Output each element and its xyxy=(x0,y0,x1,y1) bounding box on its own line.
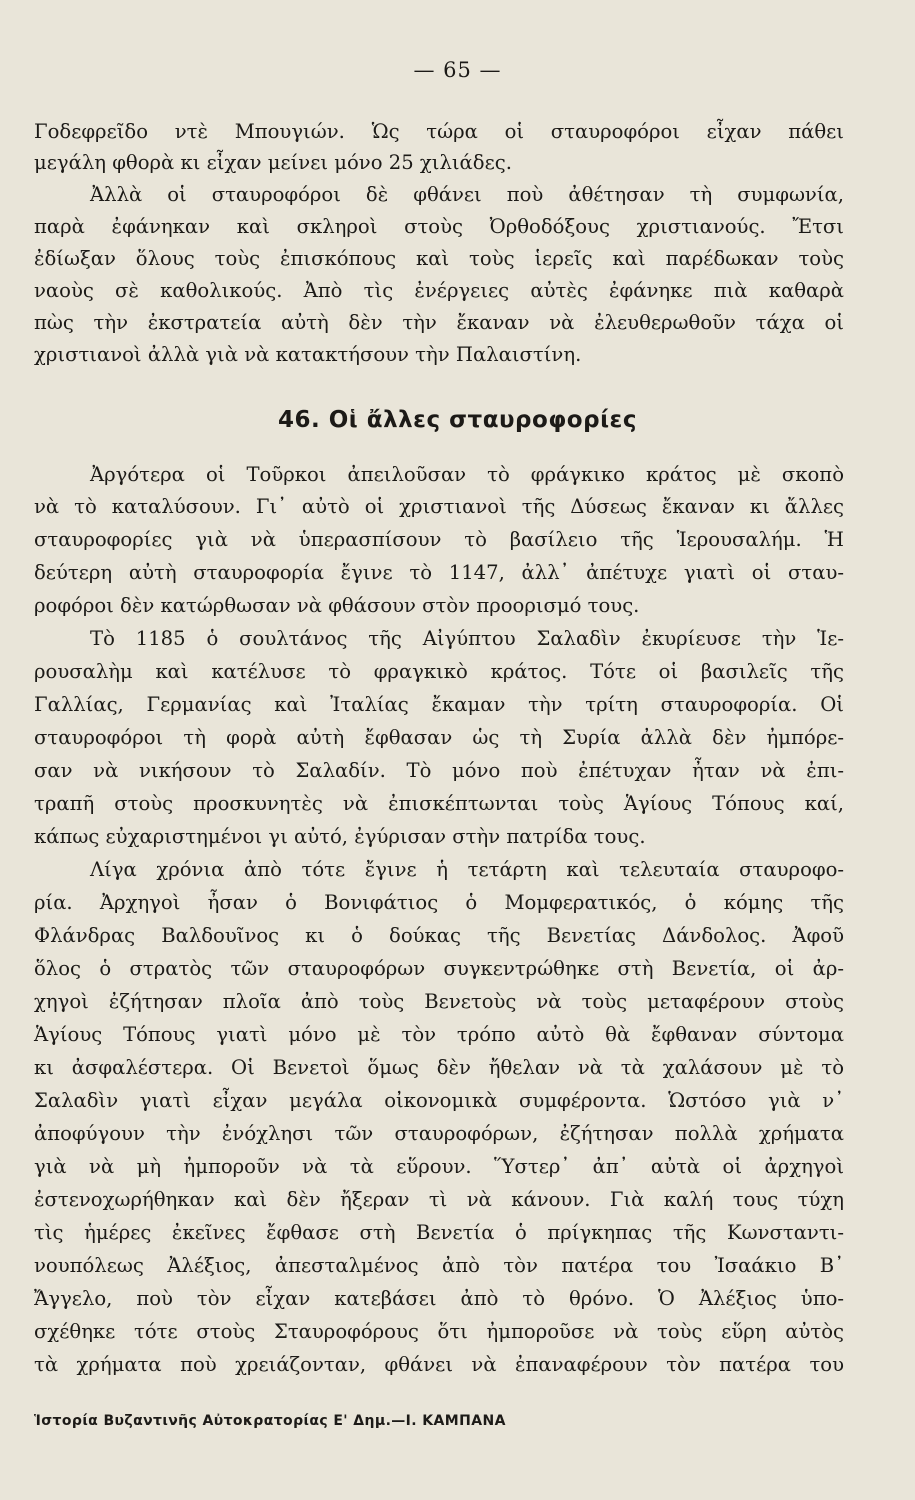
text-line: Ἀργότερα οἱ Τοῦρκοι ἀπειλοῦσαν τὸ φράγκικο κράτος μὲ σκοπὸ xyxy=(90,463,844,486)
text-line: τὶς ἡμέρες ἐκεῖνες ἔφθασε στὴ Βενετία ὁ πρίγκηπας τῆς Κωνσταντι- xyxy=(34,1221,844,1244)
text-line: σαν νὰ νικήσουν τὸ Σαλαδίν. Τὸ μόνο ποὺ ἐπέτυχαν ἦταν νὰ ἐπι- xyxy=(34,759,844,782)
text-line: νουπόλεως Ἀλέξιος, ἀπεσταλμένος ἀπὸ τὸν πατέρα του Ἰσαάκιο Β᾽ xyxy=(34,1254,844,1277)
text-line: κάπως εὐχαριστημένοι γι αὐτό, ἐγύρισαν στὴν πατρίδα τους. xyxy=(34,825,646,848)
text-line: τραπῆ στοὺς προσκυνητὲς νὰ ἐπισκέπτωνται τοὺς Ἁγίους Τόπους καί, xyxy=(34,792,844,815)
text-line: ρία. Ἀρχηγοὶ ἦσαν ὁ Βονιφάτιος ὁ Μομφερατικός, ὁ κόμης τῆς xyxy=(34,891,844,914)
text-line: ἀποφύγουν τὴν ἐνόχλησι τῶν σταυροφόρων, ἐζήτησαν πολλὰ χρήματα xyxy=(34,1122,844,1145)
text-line: μεγάλη φθορὰ κι εἶχαν μείνει μόνο 25 χιλιάδες. xyxy=(34,151,512,174)
text-line: τὰ χρήματα ποὺ χρειάζονταν, φθάνει νὰ ἐπαναφέρουν τὸν πατέρα του xyxy=(34,1353,844,1376)
text-line: Γαλλίας, Γερμανίας καὶ Ἰταλίας ἔκαμαν τὴν τρίτη σταυροφορία. Οἱ xyxy=(34,693,844,716)
text-line: κι ἀσφαλέστερα. Οἱ Βενετοὶ ὅμως δὲν ἤθελαν νὰ τὰ χαλάσουν μὲ τὸ xyxy=(34,1056,844,1079)
text-line: γιὰ νὰ μὴ ἠμποροῦν νὰ τὰ εὕρουν. Ὕστερ᾽ ἀπ᾽ αὐτὰ οἱ ἀρχηγοὶ xyxy=(34,1155,844,1178)
text-line: Σαλαδὶν γιατὶ εἶχαν μεγάλα οἰκονομικὰ συμφέροντα. Ὡστόσο γιὰ ν᾽ xyxy=(34,1089,844,1112)
text-line: ὅλος ὁ στρατὸς τῶν σταυροφόρων συγκεντρώθηκε στὴ Βενετία, οἱ ἀρ- xyxy=(34,957,844,980)
text-line: ναοὺς σὲ καθολικούς. Ἀπὸ τὶς ἐνέργειες αὐτὲς ἐφάνηκε πιὰ καθαρὰ xyxy=(34,279,844,302)
page-number: — 65 — xyxy=(413,58,502,82)
text-line: νὰ τὸ καταλύσουν. Γι᾽ αὐτὸ οἱ χριστιανοὶ τῆς Δύσεως ἔκαναν κι ἄλλες xyxy=(34,495,844,518)
text-line: Φλάνδρας Βαλδουῖνος κι ὁ δούκας τῆς Βενετίας Δάνδολος. Ἀφοῦ xyxy=(34,924,844,947)
text-line: σχέθηκε τότε στοὺς Σταυροφόρους ὅτι ἠμποροῦσε νὰ τοὺς εὕρη αὐτὸς xyxy=(34,1320,844,1343)
text-line: σταυροφορίες γιὰ νὰ ὑπερασπίσουν τὸ βασίλειο τῆς Ἱερουσαλήμ. Ἡ xyxy=(34,528,844,551)
text-line: Τὸ 1185 ὁ σουλτάνος τῆς Αἰγύπτου Σαλαδὶν ἐκυρίευσε τὴν Ἱε- xyxy=(90,627,844,650)
text-line: πὼς τὴν ἐκστρατεία αὐτὴ δὲν τὴν ἔκαναν νὰ ἐλευθερωθοῦν τάχα οἱ xyxy=(34,311,844,334)
text-line: χριστιανοὶ ἀλλὰ γιὰ νὰ κατακτήσουν τὴν Παλαιστίνη. xyxy=(34,343,582,366)
text-line: παρὰ ἐφάνηκαν καὶ σκληροὶ στοὺς Ὀρθοδόξους χριστιανούς. Ἔτσι xyxy=(34,215,844,238)
text-line: ἐστενοχωρήθηκαν καὶ δὲν ἤξεραν τὶ νὰ κάνουν. Γιὰ καλή τους τύχη xyxy=(34,1188,844,1211)
text-line: Ἁγίους Τόπους γιατὶ μόνο μὲ τὸν τρόπο αὐτὸ θὰ ἔφθαναν σύντομα xyxy=(34,1023,844,1046)
text-line: σταυροφόροι τὴ φορὰ αὐτὴ ἔφθασαν ὡς τὴ Συρία ἀλλὰ δὲν ἠμπόρε- xyxy=(34,726,844,749)
text-line: Γοδεφρεῖδο ντὲ Μπουγιών. Ὡς τώρα οἱ σταυροφόροι εἶχαν πάθει xyxy=(34,120,844,143)
text-line: ροφόροι δὲν κατώρθωσαν νὰ φθάσουν στὸν προορισμό τους. xyxy=(34,594,640,617)
section-heading: 46. Οἱ ἄλλες σταυροφορίες xyxy=(278,407,637,433)
text-line: Ἄγγελο, ποὺ τὸν εἶχαν κατεβάσει ἀπὸ τὸ θρόνο. Ὁ Ἀλέξιος ὑπο- xyxy=(34,1287,844,1310)
text-line: ρουσαλὴμ καὶ κατέλυσε τὸ φραγκικὸ κράτος. Τότε οἱ βασιλεῖς τῆς xyxy=(34,660,844,683)
text-line: Λίγα χρόνια ἀπὸ τότε ἔγινε ἡ τετάρτη καὶ τελευταία σταυροφο- xyxy=(90,858,844,881)
footer-signature: Ἱστορία Βυζαντινῆς Αὐτοκρατορίας Ε' Δημ.—Ι. ΚΑΜΠΑΝΑ xyxy=(34,1413,506,1429)
text-line: ἐδίωξαν ὅλους τοὺς ἐπισκόπους καὶ τοὺς ἱερεῖς καὶ παρέδωκαν τοὺς xyxy=(34,247,844,270)
text-line: Ἀλλὰ οἱ σταυροφόροι δὲ φθάνει ποὺ ἀθέτησαν τὴ συμφωνία, xyxy=(90,183,844,206)
text-line: χηγοὶ ἐζήτησαν πλοῖα ἀπὸ τοὺς Βενετοὺς νὰ τοὺς μεταφέρουν στοὺς xyxy=(34,990,844,1013)
text-line: δεύτερη αὐτὴ σταυροφορία ἔγινε τὸ 1147, ἀλλ᾽ ἀπέτυχε γιατὶ οἱ σταυ- xyxy=(34,561,844,584)
